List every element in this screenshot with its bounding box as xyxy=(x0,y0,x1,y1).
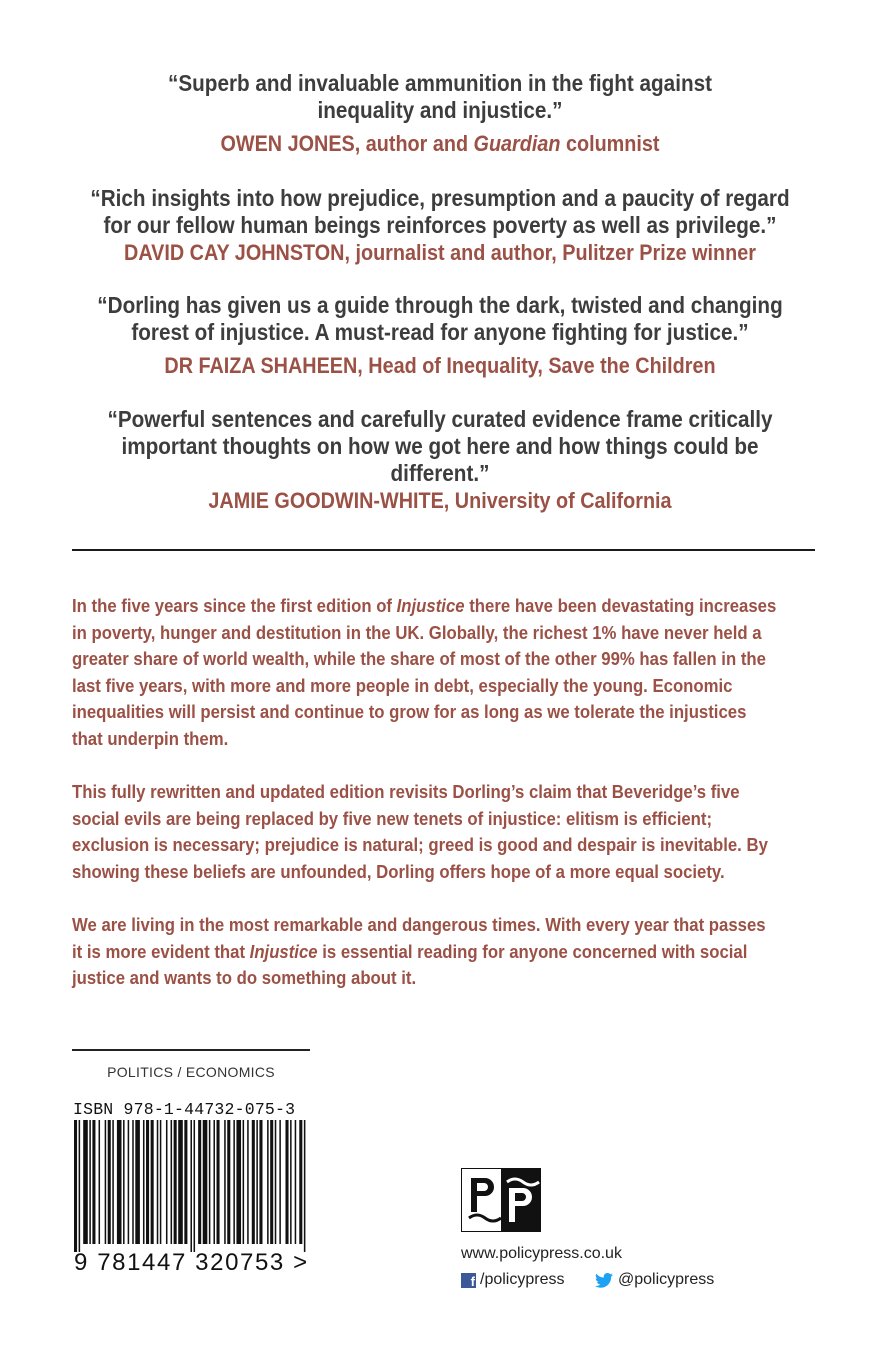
barcode-bar xyxy=(166,1120,168,1244)
quote-attribution xyxy=(89,487,791,515)
barcode-bar xyxy=(117,1120,122,1244)
attribution-role: Head of Inequality, Save the Children xyxy=(362,353,716,378)
subject-category: POLITICS / ECONOMICS xyxy=(107,1064,275,1080)
barcode-bar xyxy=(217,1120,220,1244)
barcode-bar xyxy=(256,1120,258,1244)
twitter-handle: @policypress xyxy=(618,1271,715,1288)
twitter-link[interactable] xyxy=(595,1271,714,1289)
description-paragraph-3 xyxy=(72,912,779,992)
website-link[interactable]: www.policypress.co.uk xyxy=(461,1245,622,1262)
description-paragraph-1 xyxy=(72,593,779,752)
barcode-bar xyxy=(236,1120,241,1244)
category-divider xyxy=(72,1049,310,1051)
attribution-role: author and xyxy=(360,131,474,156)
barcode-bar xyxy=(92,1120,95,1244)
book-title: Injustice xyxy=(249,941,318,962)
barcode-bar xyxy=(143,1120,145,1244)
book-description-2 xyxy=(72,779,779,885)
barcode-bar xyxy=(160,1120,162,1244)
barcode-bar xyxy=(128,1120,130,1244)
quote-line: for our fellow human beings reinforces poverty as well as privilege.” xyxy=(103,212,777,238)
book-description xyxy=(72,593,779,752)
barcode-bar xyxy=(74,1120,77,1252)
barcode-bar xyxy=(252,1120,255,1244)
endorsement-2 xyxy=(50,185,830,267)
barcode-bar xyxy=(123,1120,125,1244)
barcode-bar xyxy=(227,1120,230,1244)
attribution-role: columnist xyxy=(560,131,660,156)
endorsement-4 xyxy=(50,406,830,515)
barcode-bar xyxy=(132,1120,134,1244)
isbn: ISBN 978-1-44732-075-3 xyxy=(73,1100,296,1119)
barcode-bar xyxy=(304,1120,306,1252)
barcode-bar xyxy=(146,1120,149,1244)
attribution-name: DR FAIZA SHAHEEN, xyxy=(164,353,363,378)
text: is essential reading for anyone concerned with social justice and wants to do something about it. xyxy=(72,941,748,988)
barcode-bar xyxy=(99,1120,101,1244)
barcode-bar xyxy=(209,1120,211,1244)
barcode-bar xyxy=(178,1120,183,1244)
quote-attribution xyxy=(89,130,791,158)
quote-line: inequality and injustice.” xyxy=(317,97,563,123)
attribution-role: University of California xyxy=(449,488,672,513)
quote-line: “Rich insights into how prejudice, presumption and a paucity of regard xyxy=(90,185,790,211)
facebook-handle: /policypress xyxy=(480,1271,565,1288)
book-title: Injustice xyxy=(396,596,465,616)
text: In the five years since the first edition of xyxy=(72,596,397,616)
barcode-bar xyxy=(89,1120,91,1244)
barcode-bar xyxy=(275,1120,277,1244)
barcode-bar xyxy=(259,1120,262,1244)
quote-attribution xyxy=(89,239,791,267)
description-paragraph-2: This fully rewritten and updated edition revisits Dorling’s claim that Beveridge’s five social evils are being replaced by five new tenets of injustice: elitism is efficient; exclusion is necessary; prejudice is natural; greed is good and despair is inevitable. By showing these beliefs are unfounded, Dorling offers hope of a more equal society. xyxy=(72,782,768,882)
twitter-icon xyxy=(595,1273,613,1288)
barcode-bar xyxy=(290,1120,292,1244)
barcode-bar xyxy=(79,1120,81,1252)
barcode-bar xyxy=(247,1120,249,1244)
endorsement-1 xyxy=(50,70,830,158)
book-description-3 xyxy=(72,912,779,992)
barcode-bar xyxy=(243,1120,245,1244)
attribution-publication: Guardian xyxy=(473,131,561,156)
barcode-bar xyxy=(108,1120,111,1244)
text: there have been devastating increases in poverty, hunger and destitution in the UK. Globally, the richest 1% have never held a greater share of world wealth, while the share of most of the other 99% has fallen in the last five years, with more and more people in debt, especially the young. Economic inequalities will persist and continue to grow for as long as we tolerate the injustices that underpin them. xyxy=(72,596,777,749)
barcode-bar xyxy=(174,1120,177,1244)
barcode-bar xyxy=(112,1120,114,1244)
barcode-bar xyxy=(233,1120,235,1244)
facebook-icon: f xyxy=(461,1273,476,1288)
barcode-bar xyxy=(83,1120,88,1244)
barcode-bar xyxy=(184,1120,187,1244)
endorsement-3 xyxy=(50,292,830,380)
barcode-bar xyxy=(105,1120,107,1244)
barcode-bar xyxy=(270,1120,273,1244)
divider xyxy=(72,549,815,551)
attribution-name: OWEN JONES, xyxy=(220,131,361,156)
barcode-bar xyxy=(279,1120,281,1244)
barcode-digits: 9 781447 320753 > xyxy=(74,1249,309,1276)
facebook-link[interactable] xyxy=(461,1271,564,1289)
barcode-bar xyxy=(203,1120,208,1244)
barcode-bar xyxy=(151,1120,154,1244)
barcode-bar xyxy=(285,1120,288,1244)
quote-line: “Powerful sentences and carefully curated evidence frame critically xyxy=(107,406,773,432)
barcode-bar xyxy=(171,1120,173,1244)
barcode-bar xyxy=(299,1120,302,1244)
barcode-bar xyxy=(295,1120,297,1244)
quote-line: forest of injustice. A must-read for anyone fighting for justice.” xyxy=(131,319,749,345)
quote-line: “Superb and invaluable ammunition in the fight against xyxy=(168,70,712,96)
barcode-bar xyxy=(224,1120,226,1244)
barcode xyxy=(74,1120,310,1252)
attribution-name: DAVID CAY JOHNSTON, xyxy=(124,240,350,265)
attribution-role: journalist and author, Pulitzer Prize winner xyxy=(349,240,756,265)
barcode-bar xyxy=(267,1120,269,1244)
barcode-bar xyxy=(190,1120,192,1252)
attribution-name: JAMIE GOODWIN-WHITE, xyxy=(208,488,450,513)
barcode-bar xyxy=(194,1120,196,1252)
text: We are living in the most remarkable and dangerous times. With every year that passes it is more evident that xyxy=(72,915,766,962)
quote-line: “Dorling has given us a guide through the dark, twisted and changing xyxy=(97,292,783,318)
barcode-bar xyxy=(198,1120,201,1244)
policy-press-logo xyxy=(461,1168,541,1232)
barcode-bar xyxy=(135,1120,140,1244)
quote-attribution xyxy=(89,352,791,380)
quote-line: important thoughts on how we got here and how things could be different.” xyxy=(121,433,759,486)
barcode-bar xyxy=(213,1120,215,1244)
barcode-bar xyxy=(157,1120,159,1244)
